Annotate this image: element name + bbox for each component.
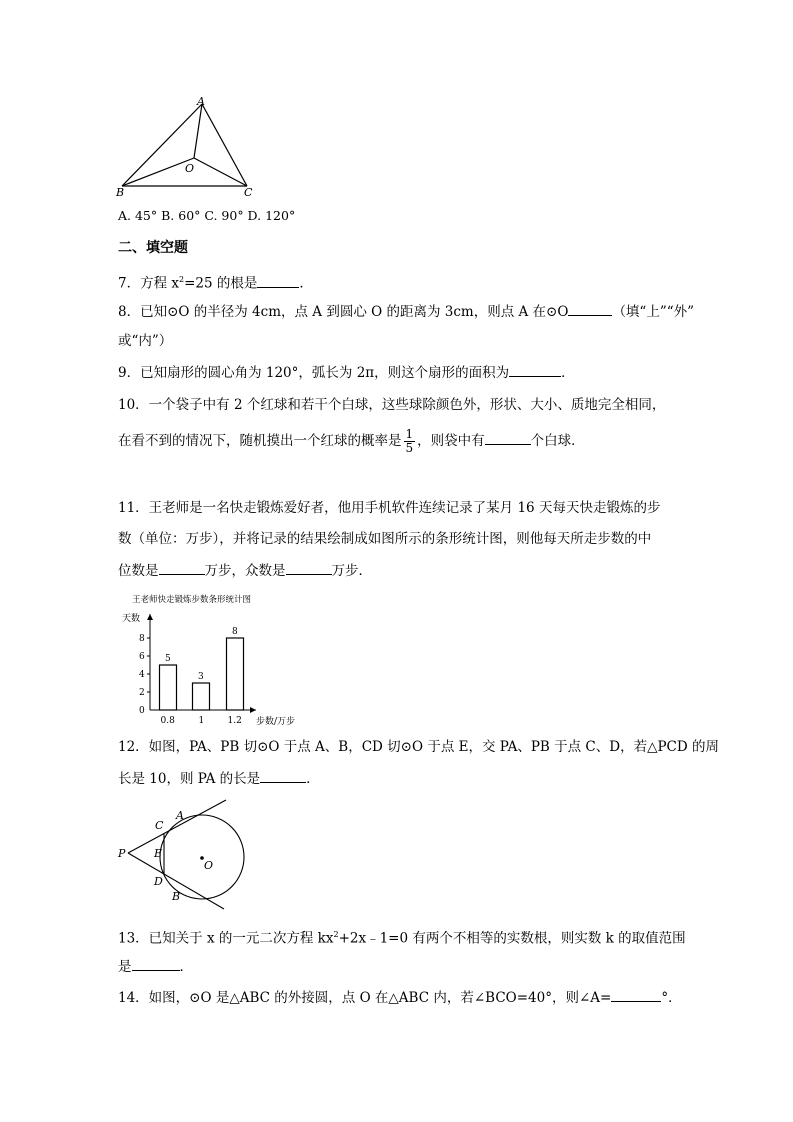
- q13-sup: 2: [333, 930, 339, 939]
- q8-blank[interactable]: [568, 301, 612, 316]
- question-11-line3: [118, 560, 372, 581]
- y-tick-label: 8: [139, 634, 145, 644]
- question-12-line2: [118, 768, 320, 789]
- q13-blank[interactable]: [132, 956, 180, 971]
- q10-fraction: [404, 428, 416, 455]
- q11-blank-median[interactable]: [159, 560, 205, 575]
- y-tick-label: 0: [139, 706, 145, 716]
- question-13-line2: [118, 956, 193, 977]
- chart-title: 王老师快走锻炼步数条形统计图: [132, 595, 252, 605]
- bar-1: [193, 683, 210, 710]
- q7-blank[interactable]: [257, 273, 299, 288]
- q13-line2-end: ．: [179, 959, 193, 975]
- fig-label-d: D: [154, 875, 163, 888]
- q12-line2-before: 长是 10，则 PA 的长是: [118, 771, 261, 787]
- x-axis-arrow: [250, 707, 256, 713]
- question-13-line1: [118, 925, 686, 949]
- q14-blank[interactable]: [611, 987, 661, 1002]
- segment-ao: [194, 104, 202, 158]
- q13-line1-before: 13．已知关于 x 的一元二次方程 kx: [118, 930, 334, 947]
- bar-0.8: [160, 665, 177, 710]
- data-label: 5: [165, 654, 171, 664]
- q14-end: °．: [661, 990, 682, 1006]
- y-axis-arrow: [147, 614, 153, 620]
- y-tick-label: 4: [139, 670, 145, 680]
- q11-blank-mode[interactable]: [286, 560, 332, 575]
- q7-end: ．: [299, 275, 313, 292]
- fig-label-a: A: [176, 809, 184, 822]
- x-tick-label: 1.2: [227, 716, 242, 726]
- q7-before: 7．方程 x: [118, 275, 179, 292]
- chart-xlabel: 步数/万步: [256, 717, 296, 727]
- question-11-line1: 11．王老师是一名快走锻炼爱好者，他用手机软件连续记录了某月 16 天每天快走锻炼的步: [118, 500, 661, 516]
- q13-line1-after: +2x﹣1=0 有两个不相等的实数根，则实数 k 的取值范围: [338, 930, 686, 947]
- q7-sup: 2: [179, 275, 185, 284]
- q8-line1-before: 8．已知⊙O 的半径为 4cm，点 A 到圆心 O 的距离为 3cm，则点 A 在⊙O: [118, 304, 569, 320]
- question-12-line1: 12．如图，PA、PB 切⊙O 于点 A、B，CD 切⊙O 于点 E，交 PA、PB 于点 C、D，若△PCD 的周: [118, 739, 719, 755]
- question-8-line1: [118, 301, 694, 322]
- triangle-figure: [112, 92, 262, 202]
- label-b: B: [116, 186, 125, 199]
- tangent-pa: [128, 800, 226, 853]
- fig-label-p: P: [118, 847, 126, 860]
- fig-label-c: C: [155, 819, 164, 832]
- fig-label-o: O: [204, 859, 214, 872]
- question-10-line1: 10．一个袋子中有 2 个红球和若干个白球，这些球除颜色外，形状、大小、质地完全相同，: [118, 397, 666, 413]
- q11-line3-mid: 万步，众数是: [204, 563, 286, 579]
- question-8-line2: 或“内”）: [118, 333, 173, 349]
- question-11-line2: 数（单位：万步），并将记录的结果绘制成如图所示的条形统计图，则他每天所走步数的中: [118, 531, 652, 547]
- x-tick-label: 0.8: [160, 716, 175, 726]
- bar-1.2: [227, 638, 244, 710]
- q11-line3-end: 万步．: [331, 563, 372, 579]
- y-tick-label: 2: [139, 688, 145, 698]
- q6-options: A. 45° B. 60° C. 90° D. 120°: [118, 208, 296, 223]
- fig-label-e: E: [154, 847, 163, 860]
- x-tick-label: 1: [198, 716, 205, 726]
- q9-blank[interactable]: [509, 362, 561, 377]
- bar-chart: [118, 590, 308, 730]
- question-7: [118, 270, 313, 294]
- q10-frac-den: 5: [405, 441, 414, 455]
- q11-line3-before: 位数是: [118, 563, 159, 579]
- q10-line2-end: 个白球．: [530, 433, 585, 449]
- question-14: [118, 987, 682, 1008]
- section-title: 二、填空题: [118, 240, 188, 256]
- q9-end: ．: [561, 365, 575, 381]
- chart-ylabel: 天数: [122, 614, 141, 624]
- q8-line1-after: （填“上”“外”: [612, 304, 695, 320]
- fig-label-b: B: [172, 890, 181, 903]
- label-o: O: [185, 162, 195, 175]
- q13-line2-before: 是: [118, 959, 132, 975]
- q10-frac-num: 1: [405, 427, 414, 441]
- tangent-circle-figure: [114, 797, 264, 917]
- y-tick-label: 6: [139, 652, 145, 662]
- q14-before: 14．如图，⊙O 是△ABC 的外接圆，点 O 在△ABC 内，若∠BCO=40°，则∠A=: [118, 990, 612, 1006]
- question-10-line2: [118, 425, 585, 457]
- q10-line2-mid: ，则袋中有: [417, 433, 485, 449]
- data-label: 8: [232, 627, 238, 637]
- label-c: C: [244, 186, 253, 199]
- question-9: [118, 362, 575, 383]
- q10-blank[interactable]: [485, 430, 531, 445]
- segment-bo: [122, 158, 194, 186]
- q9-before: 9．已知扇形的圆心角为 120°，弧长为 2π，则这个扇形的面积为: [118, 365, 510, 381]
- q12-blank[interactable]: [260, 768, 306, 783]
- q7-after: =25 的根是: [184, 275, 258, 292]
- label-a: A: [197, 95, 205, 108]
- q12-line2-end: ．: [306, 771, 320, 787]
- data-label: 3: [198, 672, 204, 682]
- q10-line2-before: 在看不到的情况下，随机摸出一个红球的概率是: [118, 433, 402, 449]
